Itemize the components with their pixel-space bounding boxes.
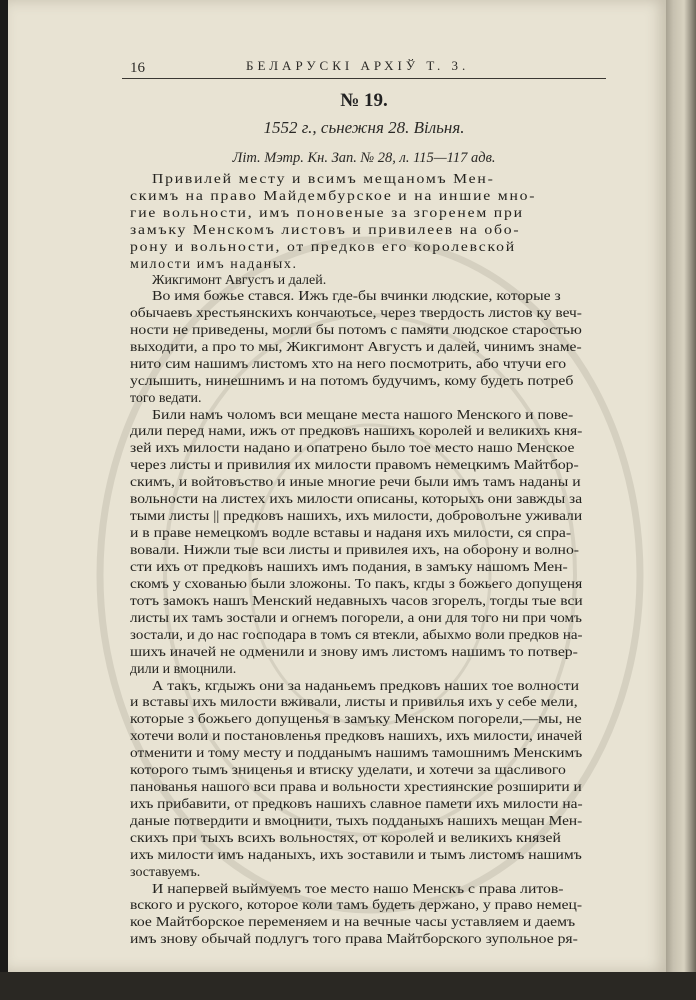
text-line: услышить, нинешнимъ и на потомъ будучимъ, кому будеть потреб <box>130 374 574 389</box>
text-line: Били намъ чоломъ вси мещане места нашого Менского и пове- <box>152 408 574 423</box>
text-line: кое Майтборское переменяем и на вечные часы уставляем и даемъ <box>130 915 576 930</box>
heading-line: милости имъ наданых. <box>130 257 298 272</box>
text-line: даные потвердити и вмоцнити, тыхъ подданыхъ нашихъ мещан Мен- <box>130 814 583 829</box>
text-line: И напервей выймуемъ тое место нашо Менскъ с права литов- <box>152 882 564 897</box>
text-line: имъ знову обычай подлугъ того права Майтборского зупольное ря- <box>130 932 578 947</box>
document-source: Літ. Мэтр. Кн. Зап. № 28, л. 115—117 адв. <box>232 150 496 166</box>
scan-background <box>0 972 696 1000</box>
text-line: А такъ, кгдыжъ они за наданьемъ предковъ наших тое волности <box>152 679 579 694</box>
text-line: и в праве немецкомъ водле вставы и наданя ихъ милости, ся спра- <box>130 526 572 541</box>
header-rule <box>122 78 606 79</box>
text-line: вольности на листех ихъ милости описаны, которыхъ они завжды за <box>130 492 583 507</box>
text-line: скомъ у схованью были зложоны. То пакъ, кгды з божьего допущеня <box>130 577 583 592</box>
text-line: шихъ иначей не одменили и знову имъ листомъ нашимъ то потвер- <box>130 645 578 660</box>
text-line: зостали, и до нас господара в томъ ся втекли, абыхмо воли предков на- <box>130 628 583 643</box>
heading-line: гие вольности, имъ поновеные за згоренем при <box>130 206 524 221</box>
text-line: тотъ замокъ нашъ Менский недавныхъ часов згорелъ, тогды тые вси <box>130 594 583 609</box>
heading-line: Привилей месту и всимъ мещаномъ Мен- <box>152 172 495 187</box>
text-line: зоставуемъ. <box>130 865 201 880</box>
text-line: и вставы ихъ милости вживали, листы и привилья ихъ у себе мели, <box>130 695 578 710</box>
heading-line: рону и вольности, от предков его королевской <box>130 240 516 255</box>
journal-title: БЕЛАРУСКІ АРХІЎ Т. 3. <box>246 58 470 73</box>
text-line: дили перед нами, ижъ от предковъ нашихъ королей и великихъ кня- <box>130 424 583 439</box>
text-line: вского и руского, которое коли тамъ будеть держано, у право немец- <box>130 898 583 913</box>
text-line: выходити, а про то мы, Жикгимонт Августъ и далей, чинимъ знаме- <box>130 340 582 355</box>
text-line: листы их тамъ зостали и огнемъ погорели, а они для того ни при чомъ <box>130 611 582 626</box>
text-line: хотечи воли и постановленья предковъ нашихъ, ихъ милости, иначей <box>130 729 583 744</box>
heading-line: замъку Менскомъ листовъ и привилеев на обо- <box>130 223 521 238</box>
text-line: дили и вмоцнили. <box>130 662 237 677</box>
page-number: 16 <box>130 60 145 76</box>
text-line: ихъ милости имъ наданыхъ, ихъ зоставили и тымъ листомъ нашимъ <box>130 848 582 863</box>
text-line: ности не приведены, могли бы потомъ с памяти людское старостью <box>130 323 582 338</box>
text-line: скихъ при тыхъ всихъ вольностях, от королей и великихъ князей <box>130 831 561 846</box>
text-line: которые з божьего допущенья в замъку Менском погорели,—мы, не <box>130 712 582 727</box>
text-line: вовали. Нижли тые вси листы и привилея ихъ, на оборону и волно- <box>130 543 580 558</box>
text-line: панованья нашого вси права и вольности хрестиянские розширити и <box>130 780 582 795</box>
text-line: того ведати. <box>130 391 202 406</box>
text-line: Жикгимонт Августъ и далей. <box>152 273 327 288</box>
text-line: зей ихъ милости надано и опатрено было тое место нашо Менское <box>130 441 575 456</box>
document-number: № 19. <box>340 90 388 111</box>
text-line: нито сим нашимъ листомъ хто на него посмотрить, або чтучи его <box>130 357 567 372</box>
text-line: скимъ, и войтовъство и иные многие речи были имъ тамъ наданы и <box>130 475 581 490</box>
heading-line: скимъ на право Майдембурское и на иншие мно- <box>130 189 537 204</box>
text-line: которого тымъ зниценья и втиску уделати, и хотечи за щасливого <box>130 763 566 778</box>
text-line: через листы и привилия их милости правомъ немецкимъ Майтбор- <box>130 458 579 473</box>
text-line: ихъ прибавити, от предковъ нашихъ славное памети ихъ милости на- <box>130 797 583 812</box>
text-line: Во имя божье стався. Ижъ где-бы вчинки людские, которые з <box>152 289 561 304</box>
document-date-place: 1552 г., сьнежня 28. Вільня. <box>263 118 465 137</box>
text-line: отменити и тому месту и подданымъ нашимъ тамошнимъ Менскимъ <box>130 746 583 761</box>
text-line: тыми листы || предковъ нашихъ, ихъ милости, доброволъне уживали <box>130 509 583 524</box>
text-line: обычаевъ хрестьянскихъ кончаютьсе, через твердость листов ку веч- <box>130 306 582 321</box>
text-line: сти ихъ от предковъ нашихъ имъ подания, в замъку нашомъ Мен- <box>130 560 568 575</box>
running-head <box>122 58 606 78</box>
page-edge <box>666 0 696 1000</box>
